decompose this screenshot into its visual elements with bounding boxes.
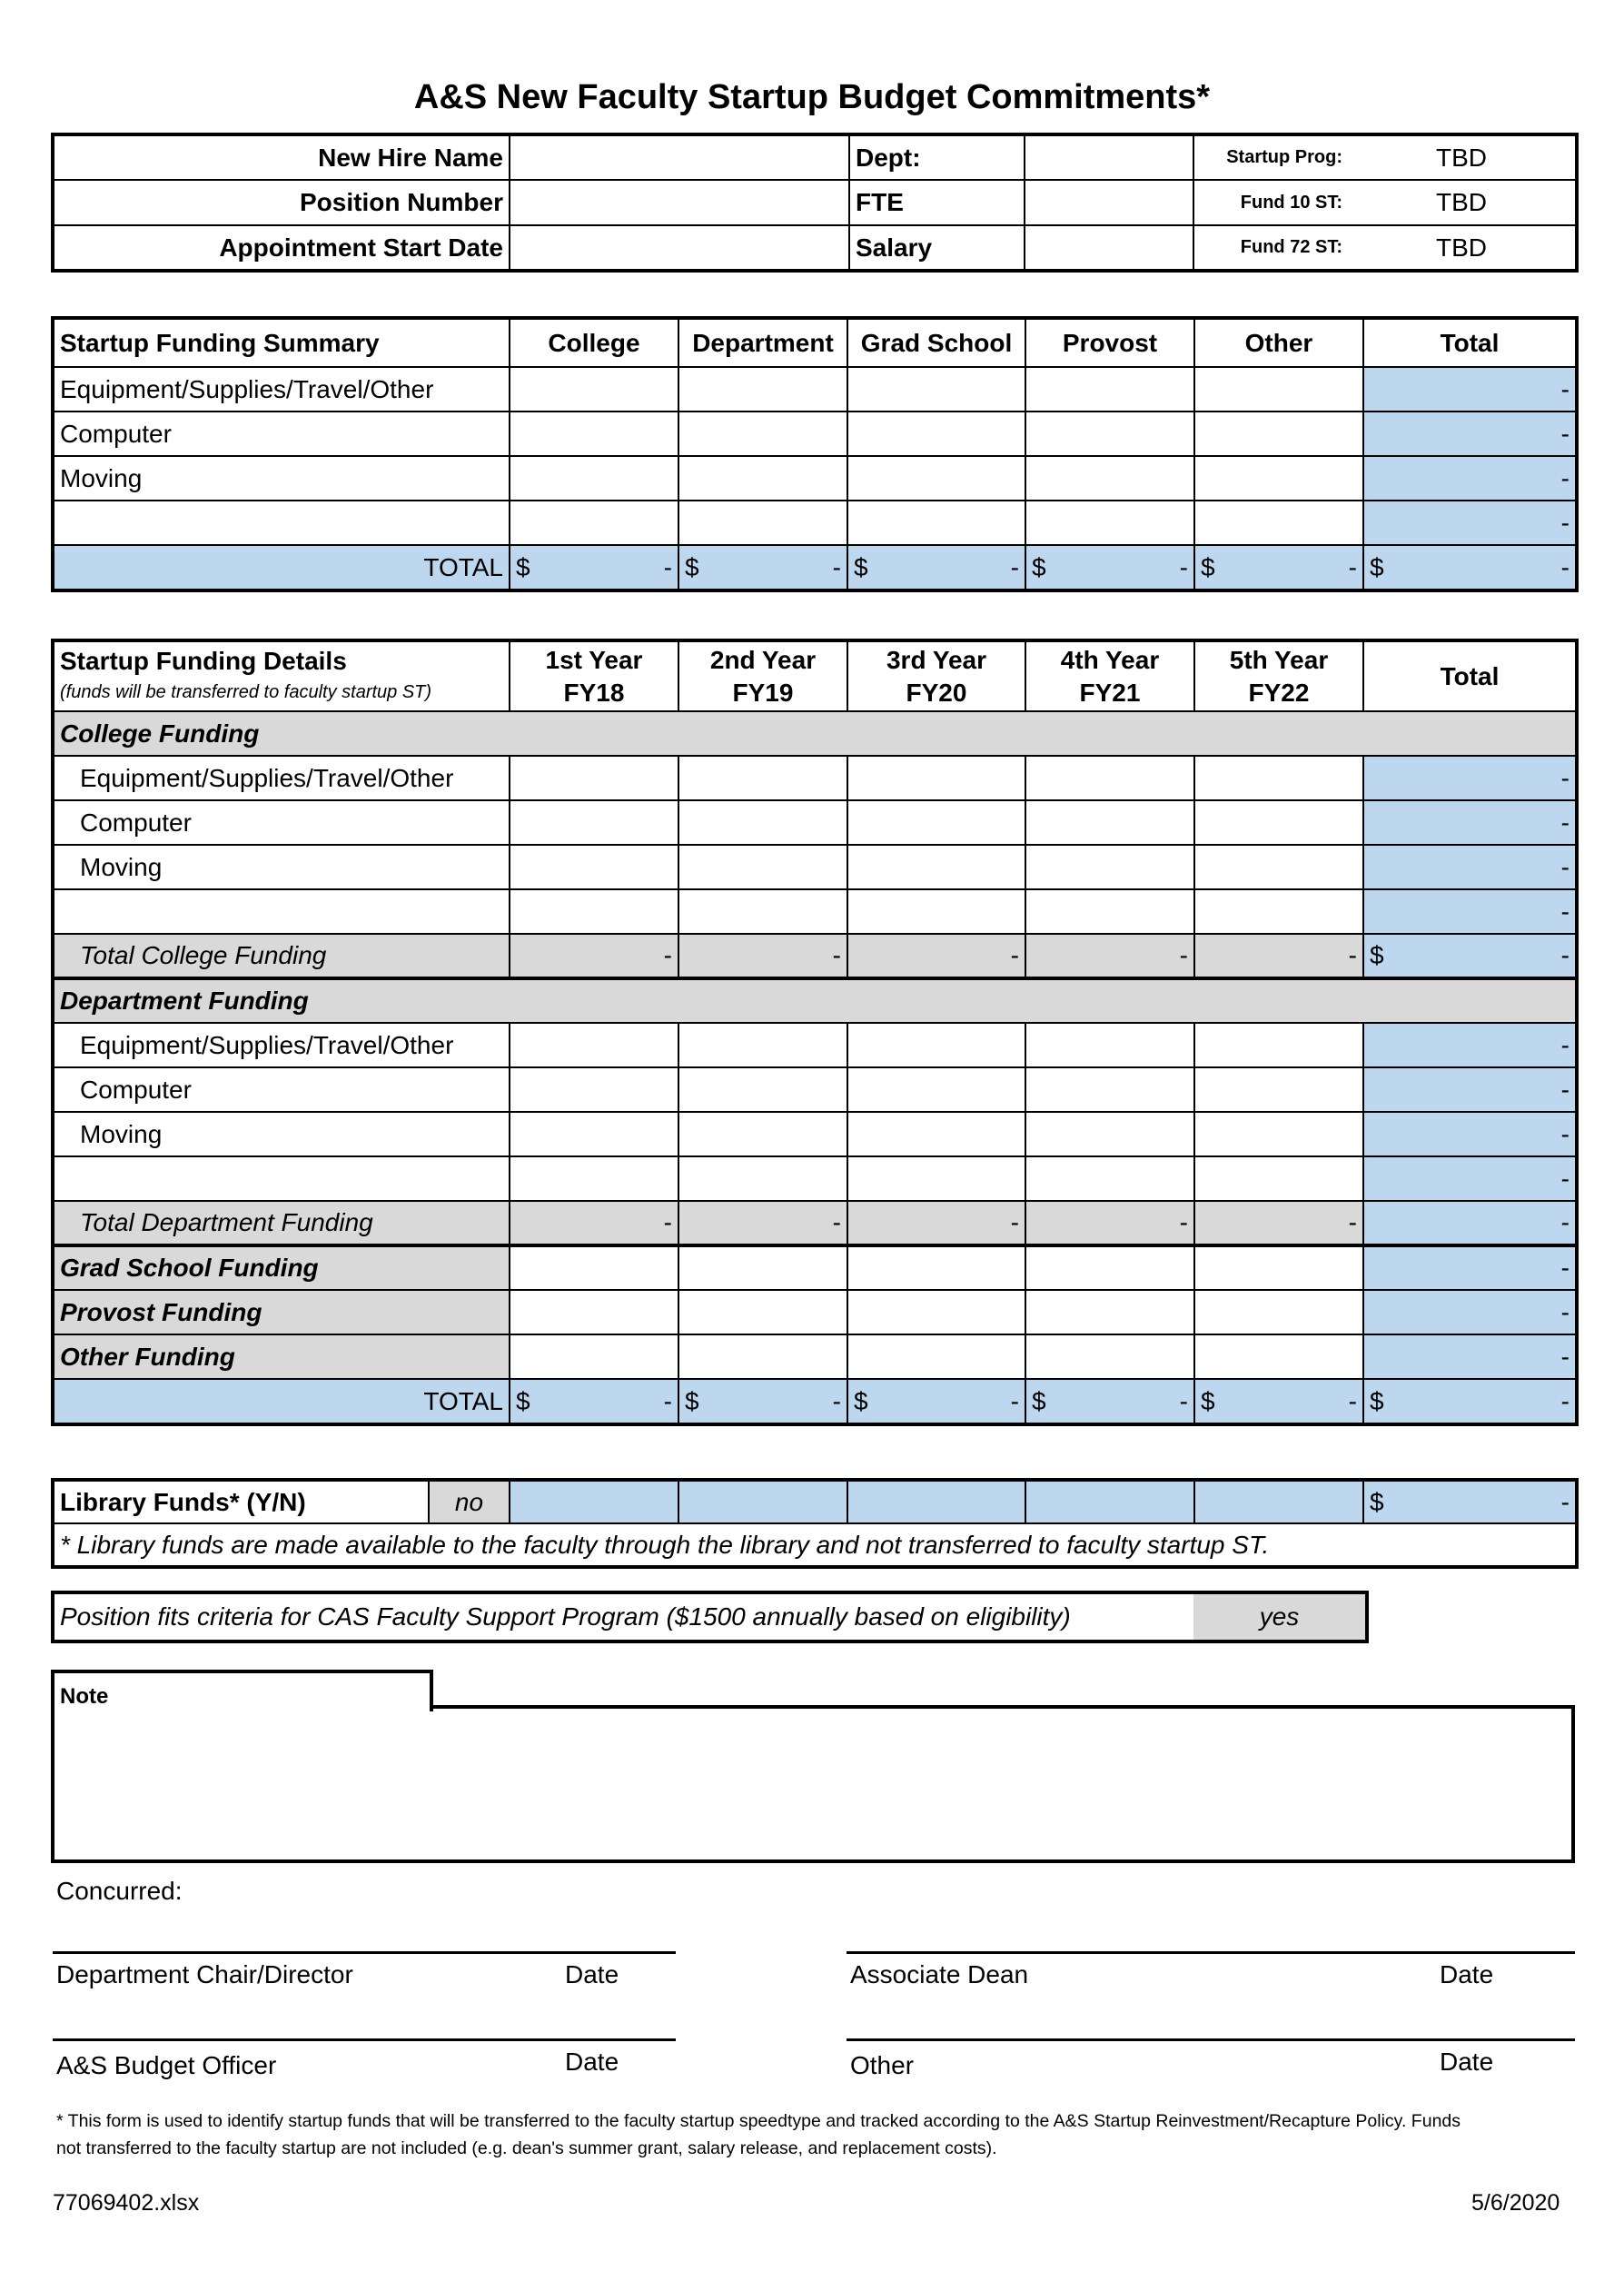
input-cell[interactable] <box>1025 367 1194 412</box>
input-cell[interactable] <box>847 845 1025 889</box>
input-cell[interactable] <box>678 501 847 545</box>
details-total-row <box>53 1379 1577 1424</box>
assoc-dean-date-label: Date <box>1440 1960 1494 1988</box>
fte-field[interactable] <box>1025 180 1193 225</box>
college-total-row <box>53 934 1577 978</box>
salary-label: Salary <box>849 225 1025 271</box>
chair-signature-label: Department Chair/Director <box>56 1960 353 1988</box>
cas-support-table <box>51 1591 1369 1643</box>
input-cell[interactable] <box>510 1067 678 1112</box>
dept-total-row <box>53 1201 1577 1245</box>
cas-support-label: Position fits criteria for CAS Faculty Support Program ($1500 annually based on eligibility) <box>53 1592 1193 1641</box>
blue-cell <box>678 1480 847 1523</box>
footnote-line-2: not transferred to the faculty startup are not included (e.g. dean's summer grant, salary release, and replacement costs). <box>56 2138 997 2158</box>
cas-support-value[interactable]: yes <box>1193 1592 1367 1641</box>
summary-col-provost: Provost <box>1025 318 1194 367</box>
input-cell[interactable] <box>847 800 1025 845</box>
total-cell: $ - <box>1363 1379 1577 1424</box>
input-cell[interactable] <box>678 1112 847 1156</box>
input-cell[interactable] <box>510 889 678 934</box>
input-cell[interactable] <box>1194 1245 1363 1290</box>
input-cell[interactable] <box>1025 845 1194 889</box>
input-cell[interactable] <box>510 1112 678 1156</box>
input-cell[interactable] <box>1025 889 1194 934</box>
footer-filename: 77069402.xlsx <box>53 2190 200 2216</box>
dept-field[interactable] <box>1025 134 1193 180</box>
input-cell[interactable] <box>678 367 847 412</box>
input-cell[interactable] <box>1194 412 1363 456</box>
table-row <box>53 1245 1577 1290</box>
note-top-border <box>430 1705 1575 1709</box>
row-total: - <box>1363 501 1577 545</box>
total-cell: - <box>1363 1201 1577 1245</box>
fund10-value[interactable]: TBD <box>1348 180 1577 225</box>
input-cell[interactable] <box>847 1112 1025 1156</box>
budget-officer-signature-label: A&S Budget Officer <box>56 2051 277 2079</box>
input-cell[interactable] <box>847 1245 1025 1290</box>
other-funding-label: Other Funding <box>53 1334 510 1379</box>
dept-label: Dept: <box>849 134 1025 180</box>
budget-officer-date-label: Date <box>565 2048 619 2076</box>
subtotal-cell: - <box>1025 1201 1194 1245</box>
table-row <box>53 412 1577 456</box>
summary-row-label: Equipment/Supplies/Travel/Other <box>53 367 510 412</box>
input-cell[interactable] <box>847 756 1025 800</box>
table-row <box>53 800 1577 845</box>
input-cell[interactable] <box>1025 1334 1194 1379</box>
page-title: A&S New Faculty Startup Budget Commitments* <box>413 78 1211 116</box>
input-cell[interactable] <box>1194 1023 1363 1067</box>
dept-row-label: Moving <box>53 1112 510 1156</box>
input-cell[interactable] <box>1025 412 1194 456</box>
year-col-2: 2nd Year FY19 <box>678 640 847 711</box>
provost-funding-label: Provost Funding <box>53 1290 510 1334</box>
input-cell[interactable] <box>678 889 847 934</box>
input-cell[interactable] <box>1025 1156 1194 1201</box>
footnote-line-1: * This form is used to identify startup funds that will be transferred to the faculty startup speedtype and tracked according to the A&S Startup Reinvestment/Recapture Policy. Funds <box>56 2111 1461 2131</box>
row-total: - <box>1363 456 1577 501</box>
row-total: - <box>1363 1156 1577 1201</box>
year-col-4: 4th Year FY21 <box>1025 640 1194 711</box>
input-cell[interactable] <box>510 800 678 845</box>
dept-row-label: Computer <box>53 1067 510 1112</box>
table-row <box>53 845 1577 889</box>
dept-total-label: Total Department Funding <box>53 1201 510 1245</box>
summary-heading: Startup Funding Summary <box>53 318 510 367</box>
dept-row-label[interactable] <box>53 1156 510 1201</box>
details-subheading: (funds will be transferred to faculty startup ST) <box>60 681 432 702</box>
fund10-label: Fund 10 ST: <box>1193 180 1348 225</box>
total-cell: $ - <box>847 1379 1025 1424</box>
input-cell[interactable] <box>678 412 847 456</box>
input-cell[interactable] <box>847 412 1025 456</box>
library-funds-label: Library Funds* (Y/N) <box>53 1480 429 1523</box>
input-cell[interactable] <box>847 501 1025 545</box>
year-col-3: 3rd Year FY20 <box>847 640 1025 711</box>
blue-cell <box>1194 1480 1363 1523</box>
subtotal-cell: - <box>847 934 1025 978</box>
input-cell[interactable] <box>1194 800 1363 845</box>
total-cell: $ - <box>1194 545 1363 590</box>
input-cell[interactable] <box>678 800 847 845</box>
input-cell[interactable] <box>1194 367 1363 412</box>
blue-cell <box>847 1480 1025 1523</box>
signature-line <box>847 2038 1575 2041</box>
input-cell[interactable] <box>847 1067 1025 1112</box>
summary-row-label[interactable] <box>53 501 510 545</box>
input-cell[interactable] <box>1025 456 1194 501</box>
row-total: - <box>1363 756 1577 800</box>
footer-date: 5/6/2020 <box>1471 2190 1560 2216</box>
summary-col-total: Total <box>1363 318 1577 367</box>
input-cell[interactable] <box>678 1156 847 1201</box>
row-total: - <box>1363 1112 1577 1156</box>
signature-line <box>847 1951 1575 1954</box>
input-cell[interactable] <box>510 456 678 501</box>
input-cell[interactable] <box>1025 800 1194 845</box>
total-cell: $ - <box>847 545 1025 590</box>
subtotal-cell: - <box>1025 934 1194 978</box>
college-row-label: Computer <box>53 800 510 845</box>
subtotal-cell: - <box>1194 934 1363 978</box>
input-cell[interactable] <box>678 1245 847 1290</box>
position-number-field[interactable] <box>510 180 849 225</box>
total-cell: $ - <box>1363 934 1577 978</box>
start-date-field[interactable] <box>510 225 849 271</box>
row-total: - <box>1363 1290 1577 1334</box>
startup-prog-label: Startup Prog: <box>1193 134 1348 180</box>
table-row <box>53 1112 1577 1156</box>
table-row <box>53 1290 1577 1334</box>
new-hire-name-label: New Hire Name <box>53 134 510 180</box>
total-label: TOTAL <box>53 1379 510 1424</box>
total-cell: $ - <box>510 1379 678 1424</box>
college-row-label[interactable] <box>53 889 510 934</box>
start-date-label: Appointment Start Date <box>53 225 510 271</box>
input-cell[interactable] <box>510 1245 678 1290</box>
subtotal-cell: - <box>847 1201 1025 1245</box>
details-col-total: Total <box>1363 640 1577 711</box>
total-cell: $ - <box>1025 545 1194 590</box>
input-cell[interactable] <box>678 1290 847 1334</box>
signature-line <box>53 1951 676 1954</box>
table-row <box>53 501 1577 545</box>
total-cell: $ - <box>678 1379 847 1424</box>
input-cell[interactable] <box>1025 1290 1194 1334</box>
input-cell[interactable] <box>678 1334 847 1379</box>
input-cell[interactable] <box>510 1156 678 1201</box>
input-cell[interactable] <box>1194 756 1363 800</box>
college-funding-heading: College Funding <box>53 711 1577 756</box>
row-total: - <box>1363 367 1577 412</box>
input-cell[interactable] <box>510 412 678 456</box>
grad-funding-label: Grad School Funding <box>53 1245 510 1290</box>
library-funds-value[interactable]: no <box>429 1480 510 1523</box>
note-field[interactable] <box>51 1709 1575 1863</box>
summary-col-college: College <box>510 318 678 367</box>
input-cell[interactable] <box>510 1290 678 1334</box>
input-cell[interactable] <box>1194 1067 1363 1112</box>
funding-details-table <box>51 639 1579 1426</box>
input-cell[interactable] <box>678 756 847 800</box>
input-cell[interactable] <box>847 1156 1025 1201</box>
fte-label: FTE <box>849 180 1025 225</box>
input-cell[interactable] <box>1194 889 1363 934</box>
library-funds-table <box>51 1478 1579 1569</box>
total-label: TOTAL <box>53 545 510 590</box>
note-tab <box>51 1670 433 1711</box>
input-cell[interactable] <box>1194 1334 1363 1379</box>
row-total: - <box>1363 1023 1577 1067</box>
library-total-cell: $ - <box>1363 1480 1577 1523</box>
input-cell[interactable] <box>510 501 678 545</box>
fund72-value[interactable]: TBD <box>1348 225 1577 271</box>
row-total: - <box>1363 1334 1577 1379</box>
subtotal-cell: - <box>1194 1201 1363 1245</box>
other-date-label: Date <box>1440 2048 1494 2076</box>
subtotal-cell: - <box>678 1201 847 1245</box>
dept-funding-heading: Department Funding <box>53 978 1577 1023</box>
blue-cell <box>1025 1480 1194 1523</box>
input-cell[interactable] <box>678 845 847 889</box>
row-total: - <box>1363 1067 1577 1112</box>
assoc-dean-signature-label: Associate Dean <box>850 1960 1029 1988</box>
input-cell[interactable] <box>510 756 678 800</box>
note-label: Note <box>60 1684 109 1709</box>
concurred-label: Concurred: <box>56 1877 183 1905</box>
input-cell[interactable] <box>1025 756 1194 800</box>
input-cell[interactable] <box>1194 1112 1363 1156</box>
input-cell[interactable] <box>1025 1023 1194 1067</box>
input-cell[interactable] <box>1194 845 1363 889</box>
input-cell[interactable] <box>510 1023 678 1067</box>
summary-col-department: Department <box>678 318 847 367</box>
summary-row-label: Computer <box>53 412 510 456</box>
summary-col-grad-school: Grad School <box>847 318 1025 367</box>
dept-row-label: Equipment/Supplies/Travel/Other <box>53 1023 510 1067</box>
chair-date-label: Date <box>565 1960 619 1988</box>
input-cell[interactable] <box>847 1023 1025 1067</box>
input-cell[interactable] <box>678 1023 847 1067</box>
college-total-label: Total College Funding <box>53 934 510 978</box>
input-cell[interactable] <box>847 889 1025 934</box>
summary-col-other: Other <box>1194 318 1363 367</box>
startup-prog-value[interactable]: TBD <box>1348 134 1577 180</box>
summary-row-label: Moving <box>53 456 510 501</box>
subtotal-cell: - <box>510 934 678 978</box>
other-signature-label: Other <box>850 2051 915 2079</box>
blue-cell <box>510 1480 678 1523</box>
input-cell[interactable] <box>847 367 1025 412</box>
total-cell: $ - <box>1194 1379 1363 1424</box>
total-cell: $ - <box>510 545 678 590</box>
table-row <box>53 367 1577 412</box>
subtotal-cell: - <box>510 1201 678 1245</box>
table-row <box>53 1067 1577 1112</box>
input-cell[interactable] <box>847 1290 1025 1334</box>
total-cell: $ - <box>1363 545 1577 590</box>
table-row <box>53 889 1577 934</box>
row-total: - <box>1363 889 1577 934</box>
row-total: - <box>1363 800 1577 845</box>
table-row <box>53 1023 1577 1067</box>
table-row <box>53 756 1577 800</box>
subtotal-cell: - <box>678 934 847 978</box>
signature-line <box>53 2038 676 2041</box>
college-row-label: Equipment/Supplies/Travel/Other <box>53 756 510 800</box>
input-cell[interactable] <box>847 1334 1025 1379</box>
table-row <box>53 1156 1577 1201</box>
input-cell[interactable] <box>678 1067 847 1112</box>
input-cell[interactable] <box>678 456 847 501</box>
row-total: - <box>1363 1245 1577 1290</box>
total-cell: $ - <box>678 545 847 590</box>
input-cell[interactable] <box>510 367 678 412</box>
position-number-label: Position Number <box>53 180 510 225</box>
total-cell: $ - <box>1025 1379 1194 1424</box>
college-row-label: Moving <box>53 845 510 889</box>
row-total: - <box>1363 412 1577 456</box>
table-row <box>53 456 1577 501</box>
input-cell[interactable] <box>847 456 1025 501</box>
row-total: - <box>1363 845 1577 889</box>
year-col-5: 5th Year FY22 <box>1194 640 1363 711</box>
table-row <box>53 1334 1577 1379</box>
input-cell[interactable] <box>1194 1156 1363 1201</box>
input-cell[interactable] <box>1025 1067 1194 1112</box>
summary-total-row <box>53 545 1577 590</box>
new-hire-name-field[interactable] <box>510 134 849 180</box>
funding-summary-table <box>51 316 1579 592</box>
hire-info-table <box>51 133 1579 273</box>
input-cell[interactable] <box>510 845 678 889</box>
footnote <box>56 2107 1582 2162</box>
input-cell[interactable] <box>1025 1245 1194 1290</box>
year-col-1: 1st Year FY18 <box>510 640 678 711</box>
library-funds-note: * Library funds are made available to the faculty through the library and not transferred to faculty startup ST. <box>53 1523 1577 1567</box>
fund72-label: Fund 72 ST: <box>1193 225 1348 271</box>
salary-field[interactable] <box>1025 225 1193 271</box>
input-cell[interactable] <box>1025 501 1194 545</box>
details-heading: Startup Funding Details <box>60 646 347 675</box>
input-cell[interactable] <box>510 1334 678 1379</box>
input-cell[interactable] <box>1025 1112 1194 1156</box>
input-cell[interactable] <box>1194 1290 1363 1334</box>
input-cell[interactable] <box>1194 501 1363 545</box>
input-cell[interactable] <box>1194 456 1363 501</box>
